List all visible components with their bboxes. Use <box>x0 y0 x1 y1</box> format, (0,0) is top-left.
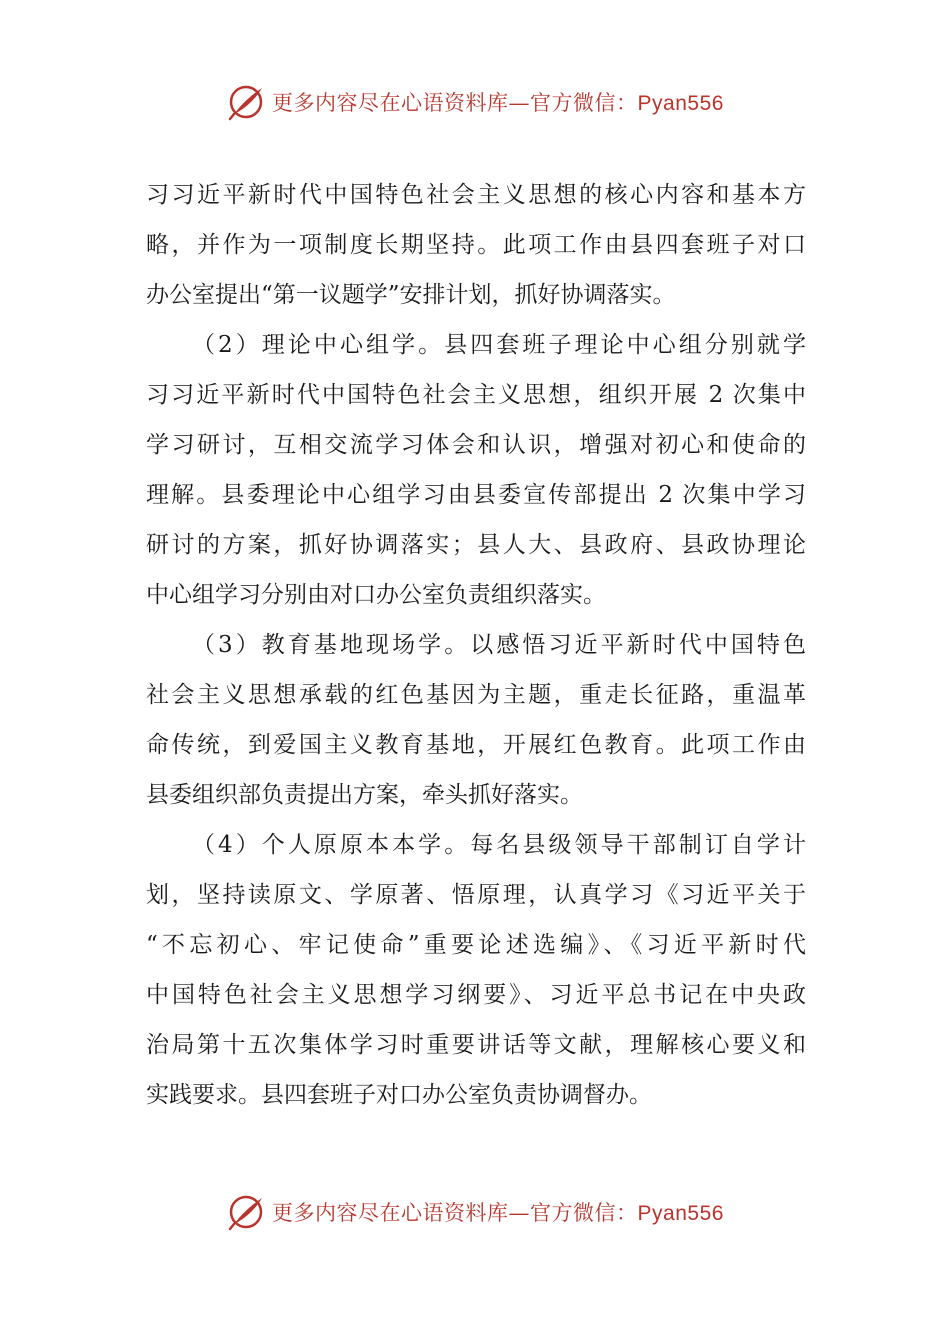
quill-logo-icon <box>226 1192 266 1232</box>
quill-logo-icon <box>226 82 266 122</box>
text-line: 社会主义思想承载的红色基因为主题，重走长征路，重温革 <box>146 682 806 708</box>
text-line: 理解。县委理论中心组学习由县委宣传部提出 2 次集中学习 <box>146 482 806 508</box>
text-line: （2）理论中心组学。县四套班子理论中心组分别就学 <box>192 332 806 358</box>
text-line: 中国特色社会主义思想学习纲要》、习近平总书记在中央政 <box>146 982 806 1008</box>
text-line: 研讨的方案，抓好协调落实；县人大、县政府、县政协理论 <box>146 532 806 558</box>
text-line: （3）教育基地现场学。以感悟习近平新时代中国特色 <box>192 632 806 658</box>
text-line: 习习近平新时代中国特色社会主义思想，组织开展 2 次集中 <box>146 382 806 408</box>
text-line: （4）个人原原本本学。每名县级领导干部制订自学计 <box>192 832 806 858</box>
text-line: 县委组织部负责提出方案，牵头抓好落实。 <box>146 782 583 808</box>
text-line: 学习研讨，互相交流学习体会和认识，增强对初心和使命的 <box>146 432 806 458</box>
text-line: 实践要求。县四套班子对口办公室负责协调督办。 <box>146 1082 652 1108</box>
text-line: 划，坚持读原文、学原著、悟原理，认真学习《习近平关于 <box>146 882 806 908</box>
text-line: 习习近平新时代中国特色社会主义思想的核心内容和基本方 <box>146 182 806 208</box>
watermark-content <box>226 1192 724 1232</box>
text-line: 办公室提出“第一议题学”安排计划，抓好协调落实。 <box>146 282 676 308</box>
watermark-banner-bottom <box>0 1182 950 1242</box>
watermark-banner-top <box>0 72 950 132</box>
wechat-id: Pyan556 <box>637 1202 724 1225</box>
watermark-content <box>226 82 724 122</box>
watermark-text: 更多内容尽在心语资料库—官方微信：Pyan556 <box>272 91 724 115</box>
wechat-id: Pyan556 <box>637 92 724 115</box>
text-line: “不忘初心、牢记使命”重要论述选编》、《习近平新时代 <box>146 932 806 958</box>
document-body <box>146 170 806 1120</box>
watermark-text: 更多内容尽在心语资料库—官方微信：Pyan556 <box>272 1201 724 1225</box>
text-line: 略，并作为一项制度长期坚持。此项工作由县四套班子对口 <box>146 232 806 258</box>
text-line: 中心组学习分别由对口办公室负责组织落实。 <box>146 582 606 608</box>
text-line: 治局第十五次集体学习时重要讲话等文献，理解核心要义和 <box>146 1032 806 1058</box>
text-line: 命传统，到爱国主义教育基地，开展红色教育。此项工作由 <box>146 732 806 758</box>
